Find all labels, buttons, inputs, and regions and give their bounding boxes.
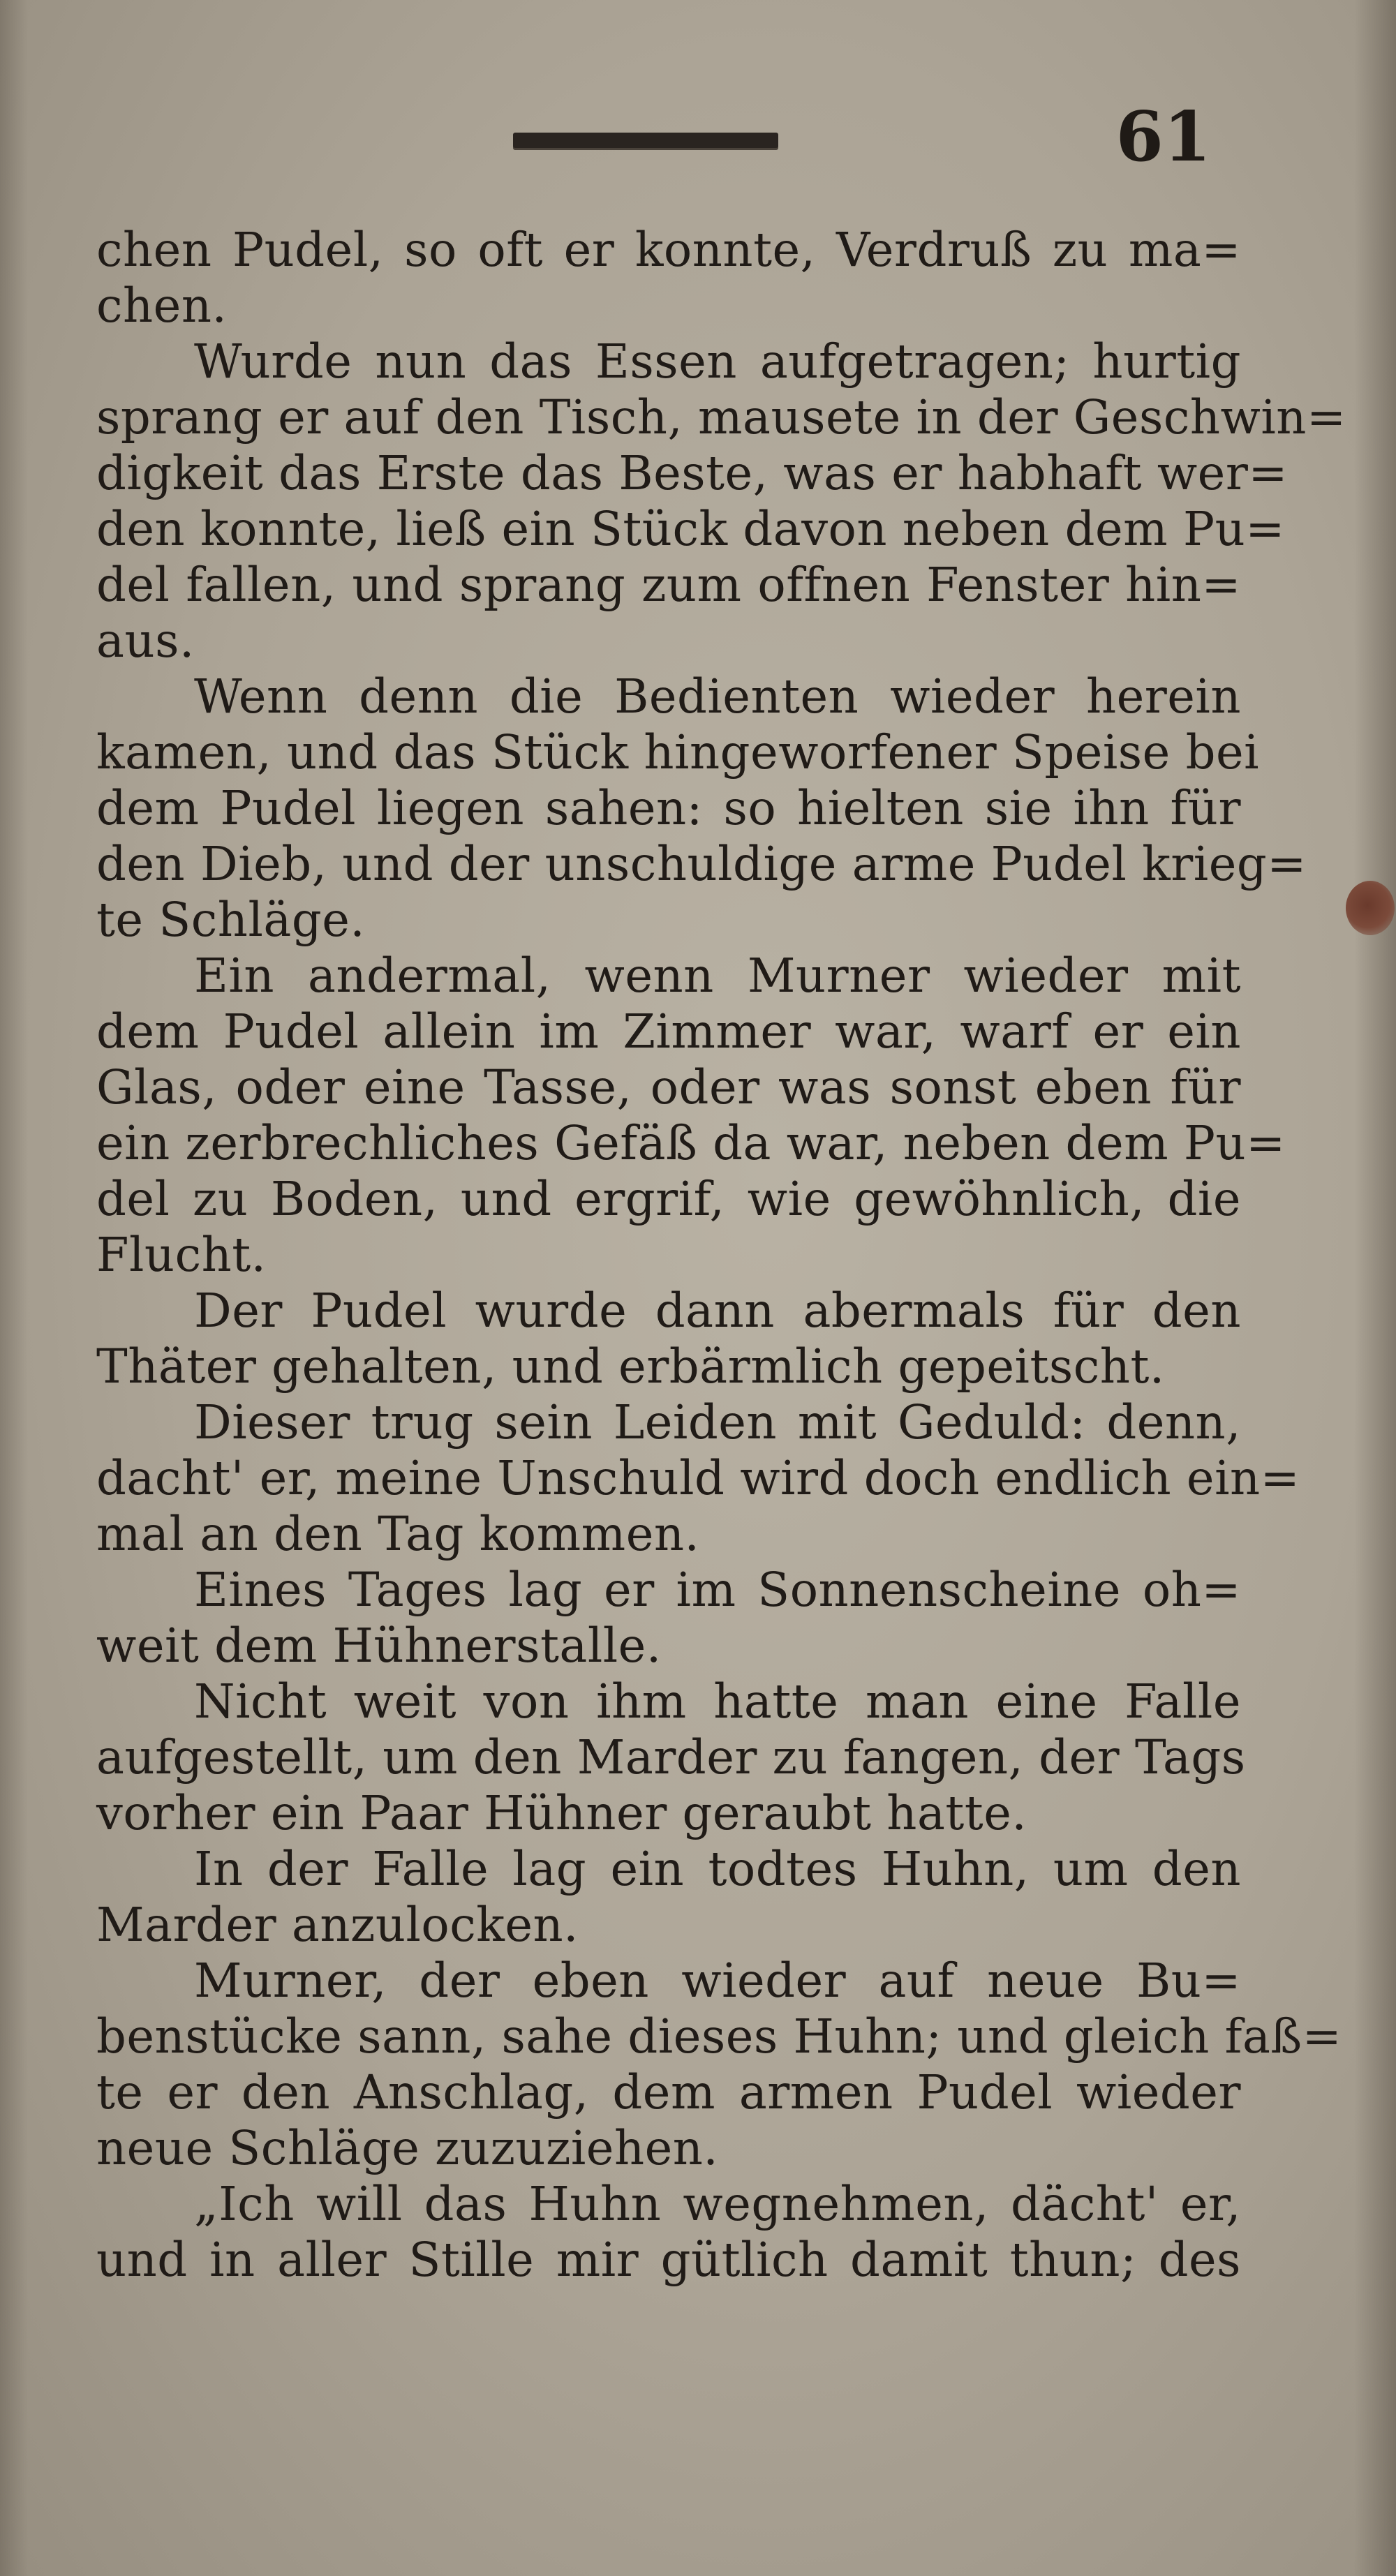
text-line: dem Pudel liegen sahen: so hielten sie ihn für bbox=[96, 781, 1241, 835]
text-line: Murner, der eben wieder auf neue Bu= bbox=[194, 1953, 1241, 2008]
text-line: te er den Anschlag, dem armen Pudel wieder bbox=[96, 2065, 1241, 2120]
text-line: Flucht. bbox=[96, 1228, 267, 1282]
text-line: und in aller Stille mir gütlich damit thun; des bbox=[96, 2233, 1241, 2287]
text-line: Nicht weit von ihm hatte man eine Falle bbox=[194, 1674, 1241, 1729]
page-edge-shadow-right bbox=[1354, 0, 1396, 2576]
text-line: ein zerbrechliches Gefäß da war, neben dem Pu= bbox=[96, 1116, 1286, 1170]
text-line: te Schläge. bbox=[96, 893, 366, 947]
text-line: dem Pudel allein im Zimmer war, warf er ein bbox=[96, 1004, 1241, 1059]
text-line: den konnte, ließ ein Stück davon neben dem Pu= bbox=[96, 502, 1285, 556]
text-line: In der Falle lag ein todtes Huhn, um den bbox=[194, 1842, 1241, 1896]
text-line: aufgestellt, um den Marder zu fangen, der Tags bbox=[96, 1730, 1246, 1785]
page-edge-shadow-left bbox=[0, 0, 28, 2576]
text-line: aus. bbox=[96, 613, 195, 668]
text-line: Ein andermal, wenn Murner wieder mit bbox=[194, 948, 1241, 1003]
text-line: vorher ein Paar Hühner geraubt hatte. bbox=[96, 1786, 1027, 1840]
text-line: Glas, oder eine Tasse, oder was sonst eben für bbox=[96, 1060, 1241, 1115]
text-line: Marder anzulocken. bbox=[96, 1898, 579, 1952]
text-line: kamen, und das Stück hingeworfener Speise bei bbox=[96, 725, 1260, 780]
text-line: dacht' er, meine Unschuld wird doch endlich ein= bbox=[96, 1451, 1300, 1505]
text-line: mal an den Tag kommen. bbox=[96, 1507, 700, 1561]
text-line: Dieser trug sein Leiden mit Geduld: denn, bbox=[194, 1395, 1241, 1450]
text-line: Eines Tages lag er im Sonnenscheine oh= bbox=[194, 1563, 1241, 1617]
text-line: chen Pudel, so oft er konnte, Verdruß zu ma= bbox=[96, 223, 1241, 277]
body-text bbox=[96, 222, 1346, 2288]
text-line: del zu Boden, und ergrif, wie gewöhnlich, die bbox=[96, 1172, 1241, 1226]
text-line: weit dem Hühnerstalle. bbox=[96, 1618, 662, 1673]
text-line: Thäter gehalten, und erbärmlich gepeitscht. bbox=[96, 1339, 1165, 1394]
text-line: Wurde nun das Essen aufgetragen; hurtig bbox=[194, 334, 1241, 389]
ink-stain bbox=[1346, 881, 1395, 935]
text-line: „Ich will das Huhn wegnehmen, dächt' er, bbox=[194, 2177, 1241, 2231]
text-line: chen. bbox=[96, 278, 228, 333]
text-line: benstücke sann, sahe dieses Huhn; und gleich faß= bbox=[96, 2009, 1342, 2064]
page-number: 61 bbox=[1115, 97, 1211, 177]
text-line: den Dieb, und der unschuldige arme Pudel krieg= bbox=[96, 837, 1307, 891]
text-line: neue Schläge zuzuziehen. bbox=[96, 2121, 719, 2175]
text-line: del fallen, und sprang zum offnen Fenster hin= bbox=[96, 558, 1241, 612]
header-rule bbox=[513, 133, 778, 148]
text-line: Wenn denn die Bedienten wieder herein bbox=[194, 669, 1241, 724]
text-line: Der Pudel wurde dann abermals für den bbox=[194, 1283, 1241, 1338]
text-line: sprang er auf den Tisch, mausete in der Geschwin= bbox=[96, 390, 1346, 445]
text-line: digkeit das Erste das Beste, was er habhaft wer= bbox=[96, 446, 1288, 500]
